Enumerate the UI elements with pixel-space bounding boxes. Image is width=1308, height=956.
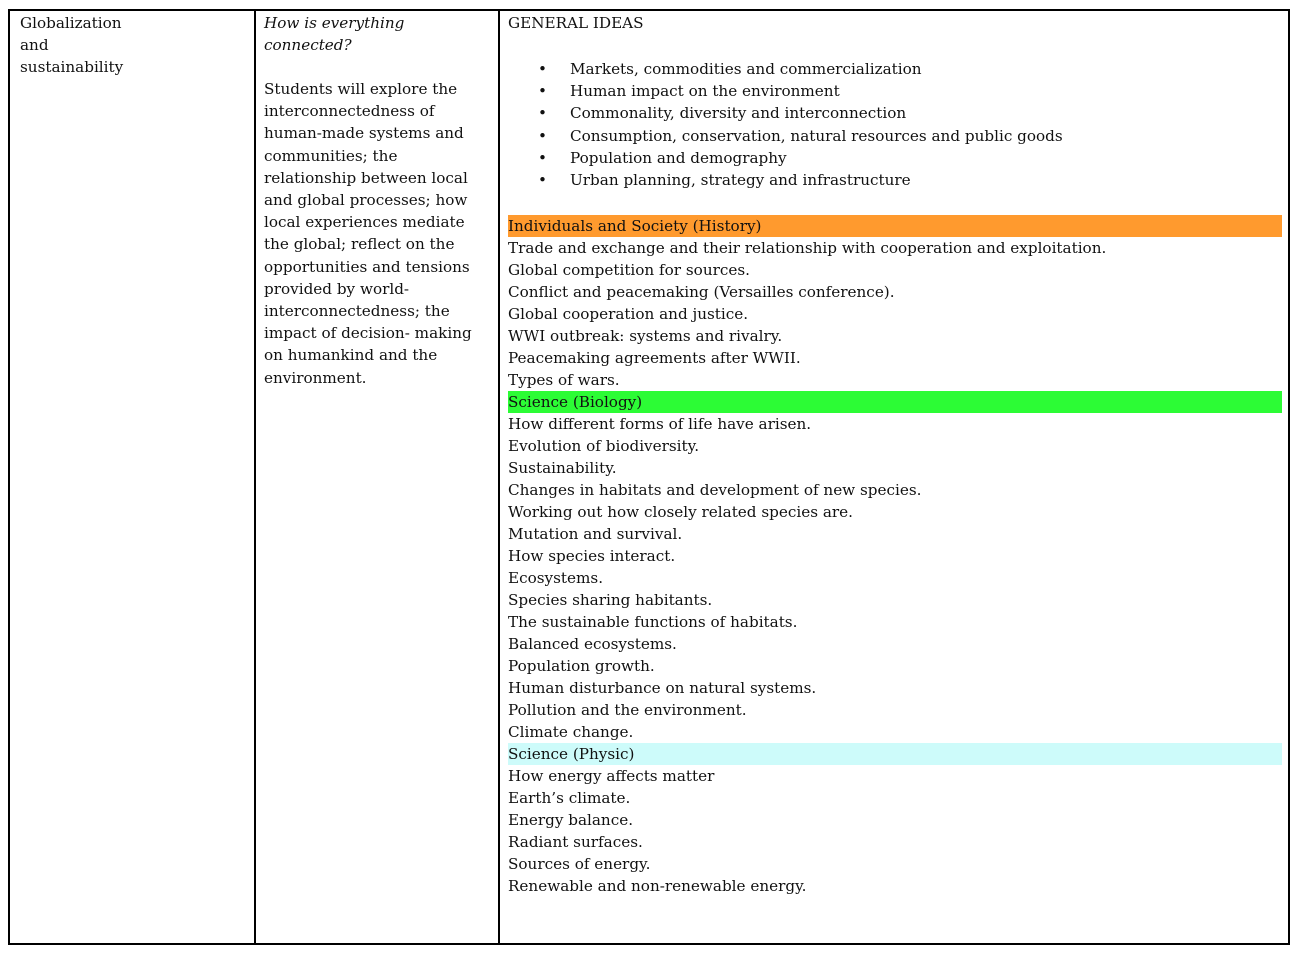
biology-items [508, 413, 1282, 743]
biology-item: Climate change. [508, 723, 634, 742]
history-item: Trade and exchange and their relationship with cooperation and exploitation. [508, 239, 1107, 258]
bullet-icon: • [538, 60, 547, 78]
history-item: WWI outbreak: systems and rivalry. [508, 327, 783, 346]
general-ideas-list [508, 58, 1282, 191]
physics-item: Energy balance. [508, 811, 634, 830]
history-item: Types of wars. [508, 371, 620, 390]
biology-item: Human disturbance on natural systems. [508, 679, 817, 698]
general-idea-item: • Commonality, diversity and interconnection [508, 102, 1282, 124]
physics-item: How energy affects matter [508, 767, 715, 786]
general-idea-item: • Population and demography [508, 147, 1282, 169]
biology-item: How different forms of life have arisen. [508, 415, 812, 434]
biology-item: Working out how closely related species are. [508, 503, 853, 522]
general-ideas-title: GENERAL IDEAS [508, 14, 644, 32]
bullet-icon: • [538, 148, 547, 167]
biology-item: Changes in habitats and development of new species. [508, 481, 922, 500]
bullet-icon: • [538, 171, 547, 190]
physics-item: Sources of energy. [508, 855, 651, 874]
biology-section-header: Science (Biology) [508, 391, 1282, 413]
history-item: Global competition for sources. [508, 261, 750, 280]
bullet-icon: • [538, 126, 547, 145]
biology-item: Ecosystems. [508, 569, 604, 588]
physics-section-header: Science (Physic) [508, 743, 1282, 765]
bullet-icon: • [538, 104, 547, 123]
history-items [508, 237, 1282, 391]
curriculum-table [8, 9, 1290, 945]
content-column [500, 11, 1288, 943]
general-idea-item: • Markets, commodities and commercialization [508, 58, 1282, 80]
general-idea-item: • Human impact on the environment [508, 80, 1282, 102]
description-text: Students will explore the interconnectedness of human-made systems and communities; the relationship between local and global processes; how local experiences mediate the global; reflect on the opportunities and tensions provided by world-interconnectedness; the impact of decision- making on humankind and the environment. [264, 80, 472, 387]
physics-item: Radiant surfaces. [508, 833, 643, 852]
topic-title: Globalization and sustainability [20, 14, 124, 76]
physics-item: Earth’s climate. [508, 789, 631, 808]
physics-item: Renewable and non-renewable energy. [508, 877, 807, 896]
concept-column [256, 11, 500, 943]
guiding-question: How is everything connected? [264, 14, 405, 54]
history-item: Global cooperation and justice. [508, 305, 749, 324]
general-idea-item: • Consumption, conservation, natural resources and public goods [508, 125, 1282, 147]
biology-item: Sustainability. [508, 459, 617, 478]
history-item: Conflict and peacemaking (Versailles conference). [508, 283, 895, 302]
history-item: Peacemaking agreements after WWII. [508, 349, 801, 368]
topic-column [10, 11, 256, 943]
biology-item: Pollution and the environment. [508, 701, 747, 720]
general-idea-item: • Urban planning, strategy and infrastructure [508, 169, 1282, 191]
biology-item: How species interact. [508, 547, 676, 566]
bullet-icon: • [538, 82, 547, 101]
biology-item: Species sharing habitants. [508, 591, 713, 610]
history-section-header: Individuals and Society (History) [508, 215, 1282, 237]
biology-item: Evolution of biodiversity. [508, 437, 700, 456]
biology-item: The sustainable functions of habitats. [508, 613, 798, 632]
physics-items [508, 765, 1282, 897]
biology-item: Population growth. [508, 657, 655, 676]
biology-item: Mutation and survival. [508, 525, 683, 544]
biology-item: Balanced ecosystems. [508, 635, 677, 654]
